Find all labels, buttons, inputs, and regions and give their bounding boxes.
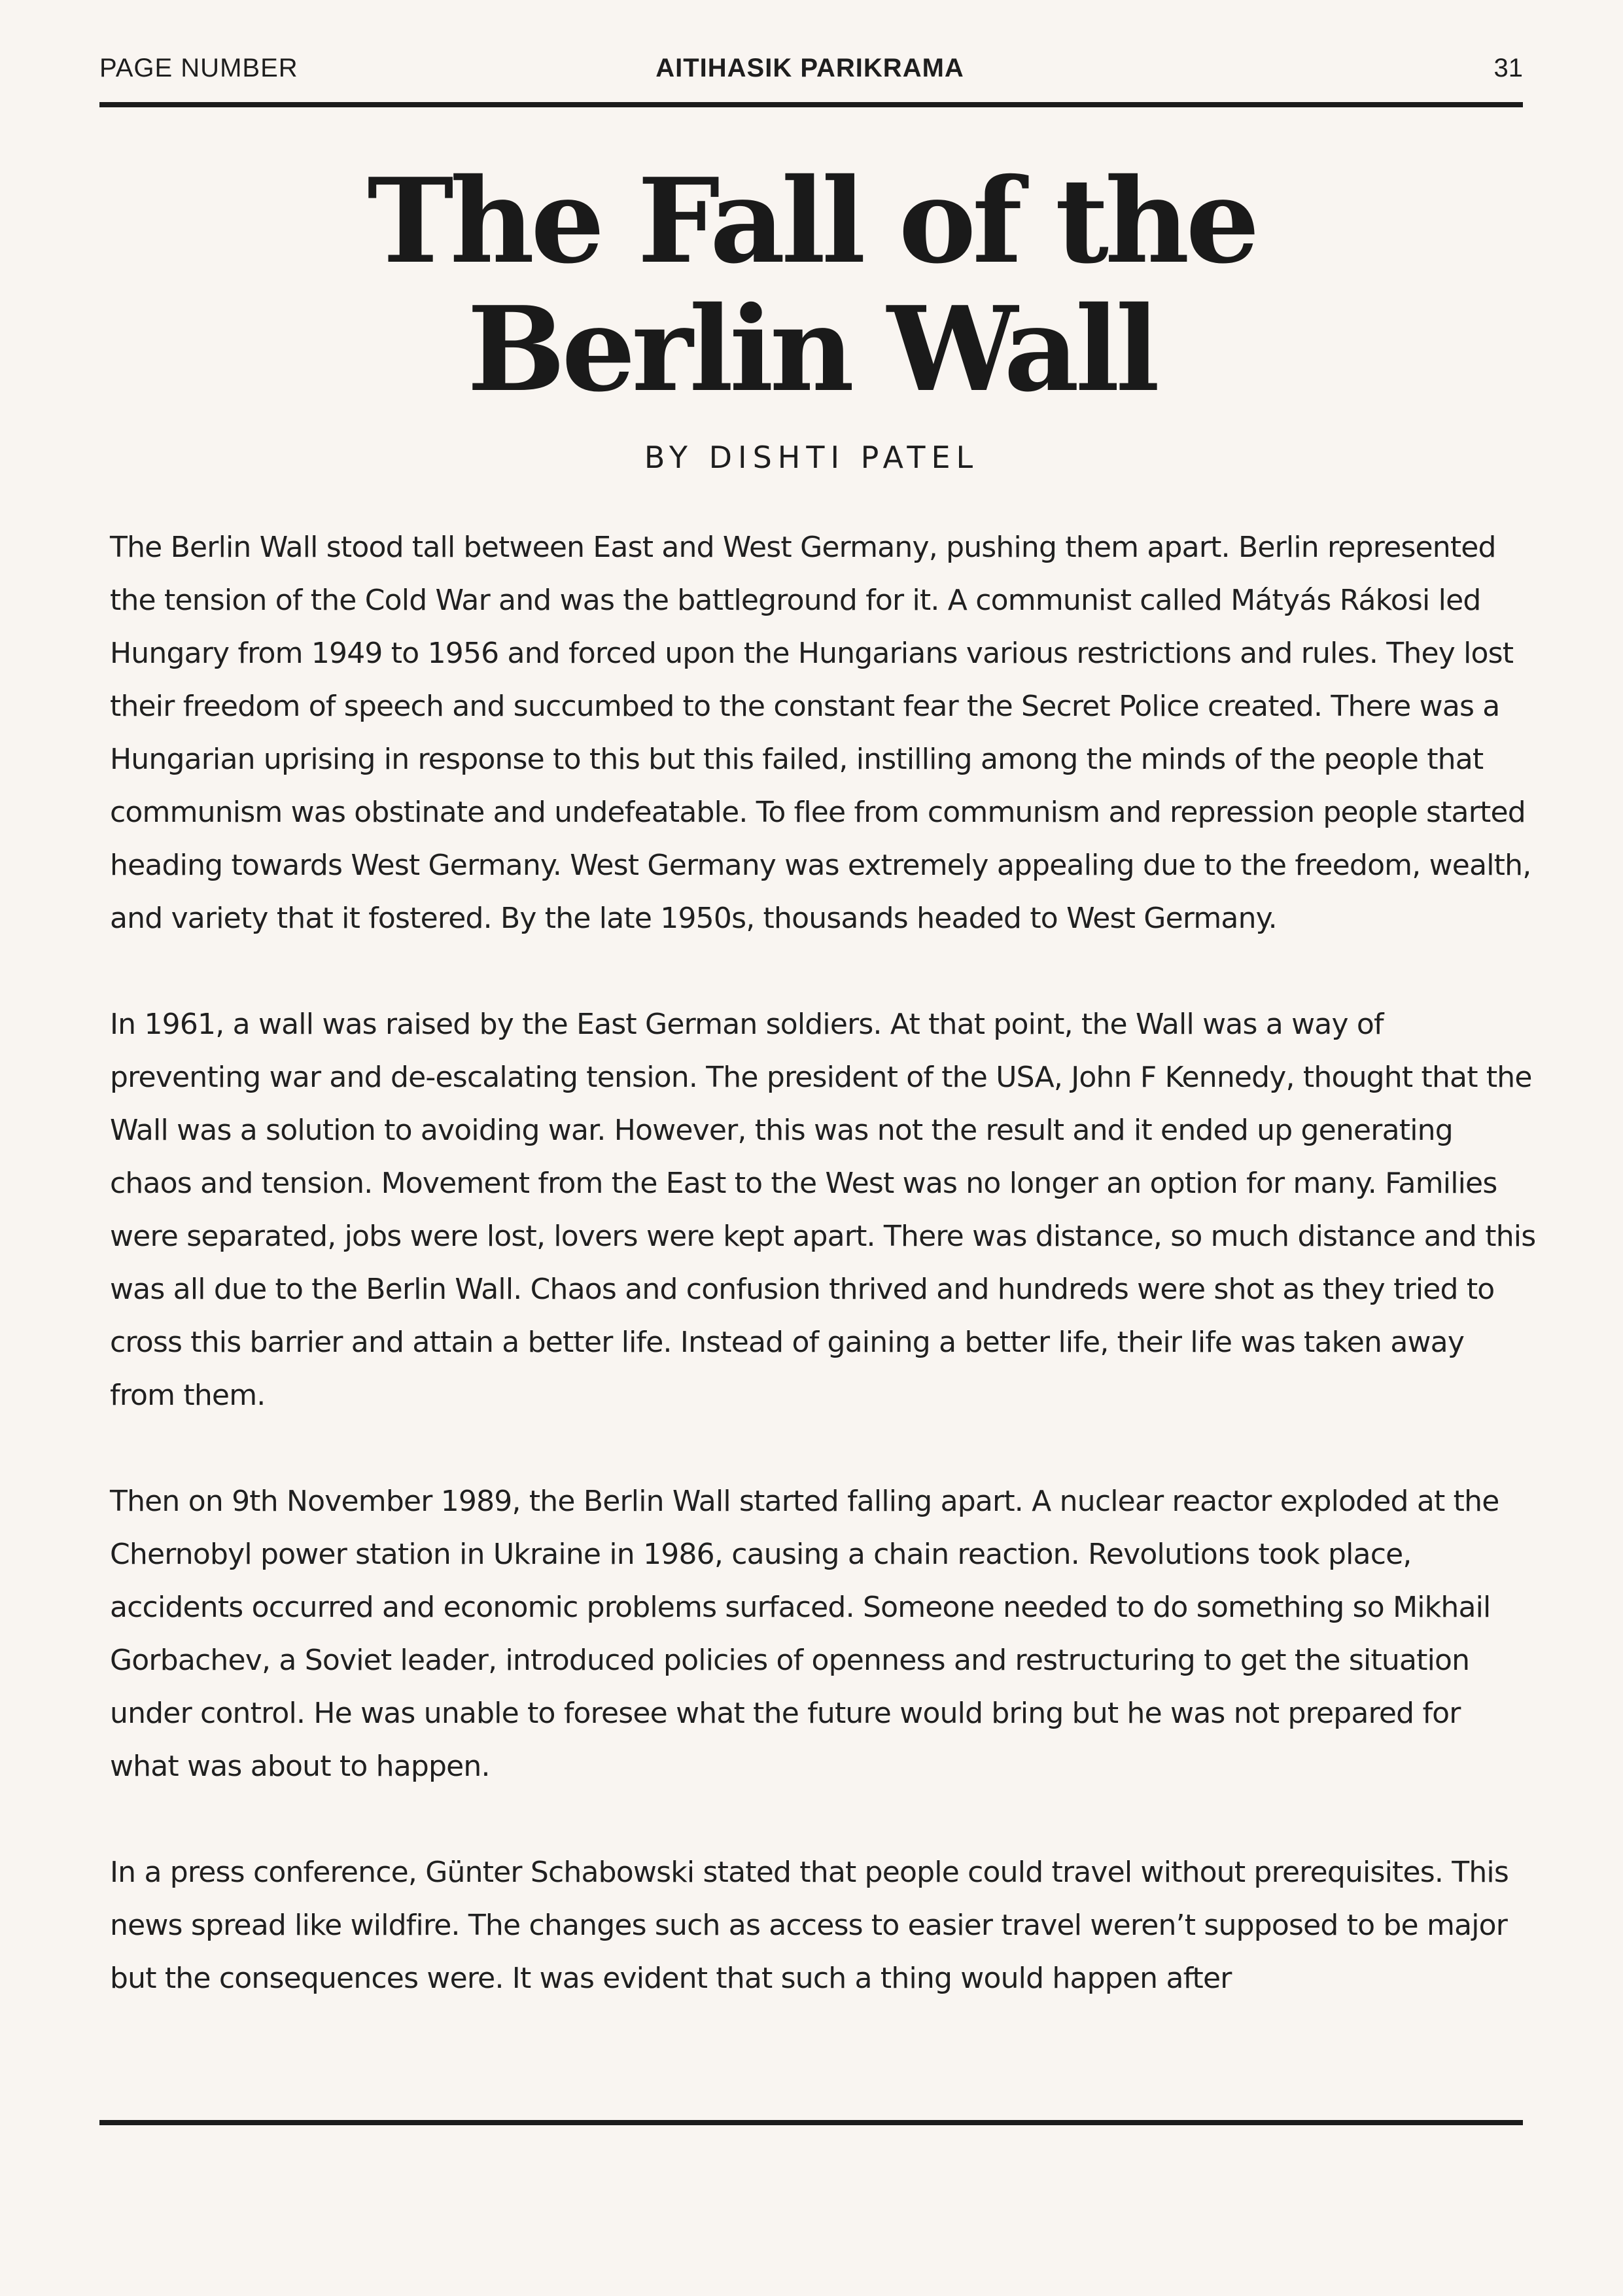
magazine-title: AITIHASIK PARIKRAMA <box>655 54 964 82</box>
article-title-line-1: The Fall of the <box>367 152 1256 289</box>
top-divider <box>99 102 1523 107</box>
paragraph: In 1961, a wall was raised by the East German soldiers. At that point, the Wall was a way of preventing war and de-escalating tension. The president of the USA, John F Kennedy, thought that the Wall was a solution to avoiding war. However, this was not the result and it ended up generating chaos and tension. Movement from the East to the West was no longer an option for many. Families were separated, jobs were lost, lovers were kept apart. There was distance, so much distance and this was all due to the Berlin Wall. Chaos and confusion thrived and hundreds were shot as they tried to cross this barrier and attain a better life. Instead of gaining a better life, their life was taken away from them. <box>110 1008 1536 1412</box>
page-number: 31 <box>1493 54 1523 82</box>
byline: BY DISHTI PATEL <box>644 440 979 475</box>
article-title <box>0 152 1623 417</box>
page-header <box>99 54 1523 86</box>
bottom-divider <box>99 2120 1523 2125</box>
article-body <box>110 521 1536 2005</box>
paragraph: Then on 9th November 1989, the Berlin Wall started falling apart. A nuclear reactor exploded at the Chernobyl power station in Ukraine in 1986, causing a chain reaction. Revolutions took place, accidents occurred and economic problems surfaced. Someone needed to do something so Mikhail Gorbachev, a Soviet leader, introduced policies of openness and restructuring to get the situation under control. He was unable to foresee what the future would bring but he was not prepared for what was about to happen. <box>110 1485 1499 1783</box>
page-number-label: PAGE NUMBER <box>99 54 298 82</box>
article-title-line-2: Berlin Wall <box>466 281 1157 417</box>
paragraph: In a press conference, Günter Schabowski stated that people could travel without prerequisites. This news spread like wildfire. The changes such as access to easier travel weren’t supposed to be major but the consequences were. It was evident that such a thing would happen after <box>110 1856 1509 1995</box>
paragraph: The Berlin Wall stood tall between East and West Germany, pushing them apart. Berlin represented the tension of the Cold War and was the battleground for it. A communist called Mátyás Rákosi led Hungary from 1949 to 1956 and forced upon the Hungarians various restrictions and rules. They lost their freedom of speech and succumbed to the constant fear the Secret Police created. There was a Hungarian uprising in response to this but this failed, instilling among the minds of the people that communism was obstinate and undefeatable. To flee from communism and repression people started heading towards West Germany. West Germany was extremely appealing due to the freedom, wealth, and variety that it fostered. By the late 1950s, thousands headed to West Germany. <box>110 531 1531 935</box>
